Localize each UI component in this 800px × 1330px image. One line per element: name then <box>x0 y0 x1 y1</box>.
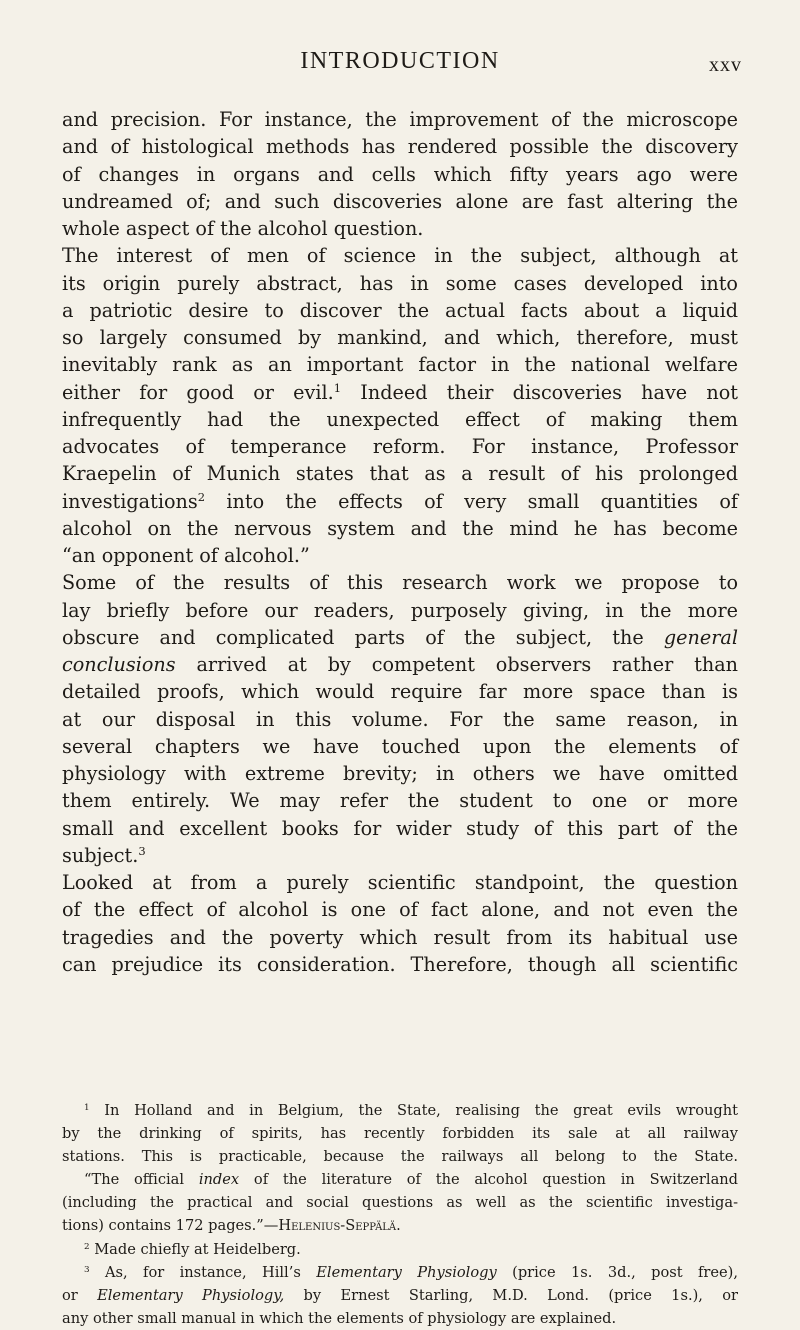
text-fragment: obscure and complicated parts of the subject, the <box>62 625 644 649</box>
footnote-text: As, for instance, Hill’s <box>104 1263 317 1281</box>
text-line: at our disposal in this volume. For the same reason, in <box>62 707 738 731</box>
italic-fragment: index <box>198 1171 240 1189</box>
text-line <box>62 624 738 651</box>
footnote-marker: 2 <box>84 1241 90 1252</box>
footnote-ref-3[interactable]: 3 <box>138 843 146 858</box>
text-line: small and excellent books for wider study of this part of the <box>62 816 738 840</box>
footnote-marker: 3 <box>84 1264 90 1275</box>
text-line: Looked at from a purely scientific standpoint, the question <box>62 871 738 894</box>
text-fragment: either for good or evil. <box>62 380 334 404</box>
text-fragment: subject. <box>62 843 139 867</box>
text-fragment: arrived at by competent observers rather than <box>175 653 738 676</box>
text-line <box>62 488 738 515</box>
footnote-ref-2[interactable]: 2 <box>197 489 206 504</box>
page-number: xxv <box>709 54 742 76</box>
page-header <box>0 40 800 80</box>
footnote-ref-1[interactable]: 1 <box>333 380 342 395</box>
text-line: undreamed of; and such discoveries alone are fast altering the <box>62 189 738 213</box>
text-line: them entirely. We may refer the student to one or more <box>62 789 738 813</box>
footnote-line: stations. This is practicable, because the railways all belong to the State. <box>62 1148 738 1166</box>
footnote-text: of the literature of the alcohol question in Switzerland <box>239 1171 739 1189</box>
text-line: alcohol on the nervous system and the mind he has become <box>62 516 738 540</box>
text-line: so largely consumed by mankind, and which, therefore, must <box>62 326 738 349</box>
text-fragment: Indeed their discoveries have not <box>341 380 738 404</box>
text-line <box>62 842 738 869</box>
footnotes <box>62 1099 738 1330</box>
text-line: of the effect of alcohol is one of fact alone, and not even the <box>62 898 738 922</box>
text-line: and of histological methods has rendered possible the discovery <box>62 135 738 159</box>
footnote-line <box>62 1284 738 1307</box>
text-line: inevitably rank as an important factor in the national welfare <box>62 353 738 377</box>
footnote-marker: 1 <box>84 1102 90 1113</box>
text-line: “an opponent of alcohol.” <box>62 544 310 567</box>
text-line: The interest of men of science in the subject, although at <box>62 244 738 268</box>
text-line: a patriotic desire to discover the actual facts about a liquid <box>62 298 738 322</box>
footnote-2 <box>62 1238 738 1261</box>
footnote-text: “The official <box>84 1171 199 1189</box>
text-fragment: investigations <box>62 489 198 513</box>
footnote-line <box>62 1168 738 1191</box>
text-line: tragedies and the poverty which result from its habitual use <box>62 925 738 949</box>
text-line: several chapters we have touched upon the elements of <box>62 734 738 758</box>
footnote-attribution: Helenius-Seppälä. <box>278 1217 401 1235</box>
running-title: INTRODUCTION <box>300 48 500 74</box>
text-line: and precision. For instance, the improvement of the microscope <box>62 108 738 131</box>
italic-fragment: Elementary Physiology <box>316 1263 497 1281</box>
footnote-1 <box>62 1099 738 1122</box>
footnote-line: any other small manual in which the elements of physiology are explained. <box>62 1309 617 1327</box>
text-line: whole aspect of the alcohol question. <box>62 217 424 240</box>
text-line <box>62 651 738 678</box>
text-line <box>62 379 738 406</box>
footnote-text: or <box>62 1286 98 1304</box>
footnote-3 <box>62 1261 738 1284</box>
text-line: detailed proofs, which would require far more space than is <box>62 680 738 704</box>
text-line: Kraepelin of Munich states that as a result of his prolonged <box>62 462 738 486</box>
footnote-line <box>62 1214 738 1237</box>
text-line: infrequently had the unexpected effect of making them <box>62 407 738 431</box>
text-line: advocates of temperance reform. For instance, Professor <box>62 435 738 458</box>
text-line: of changes in organs and cells which fifty years ago were <box>62 162 738 186</box>
text-line: Some of the results of this research work we propose to <box>62 571 738 595</box>
footnote-text: In Holland and in Belgium, the State, realising the great evils wrought <box>104 1102 739 1119</box>
text-line: physiology with extreme brevity; in others we have omitted <box>62 762 738 785</box>
footnote-text: by Ernest Starling, M.D. Lond. (price 1s.), or <box>284 1286 739 1304</box>
text-line: can prejudice its consideration. Therefore, though all scientific <box>62 952 738 976</box>
body-text <box>62 106 738 978</box>
text-fragment: into the effects of very small quantities of <box>205 489 738 513</box>
italic-fragment: conclusions <box>62 653 176 676</box>
footnote-text: (price 1s. 3d., post free), <box>496 1263 738 1281</box>
text-line: its origin purely abstract, has in some cases developed into <box>62 271 738 295</box>
text-line: lay briefly before our readers, purposely giving, in the more <box>62 598 738 622</box>
italic-fragment: Elementary Physiology, <box>97 1286 285 1304</box>
footnote-line: (including the practical and social questions as well as the scientific investiga- <box>62 1194 738 1212</box>
footnote-text: tions) contains 172 pages.”— <box>62 1217 279 1235</box>
footnote-line: by the drinking of spirits, has recently forbidden its sale at all railway <box>62 1125 738 1143</box>
footnote-text: Made chiefly at Heidelberg. <box>94 1240 301 1258</box>
italic-fragment: general <box>663 625 738 649</box>
